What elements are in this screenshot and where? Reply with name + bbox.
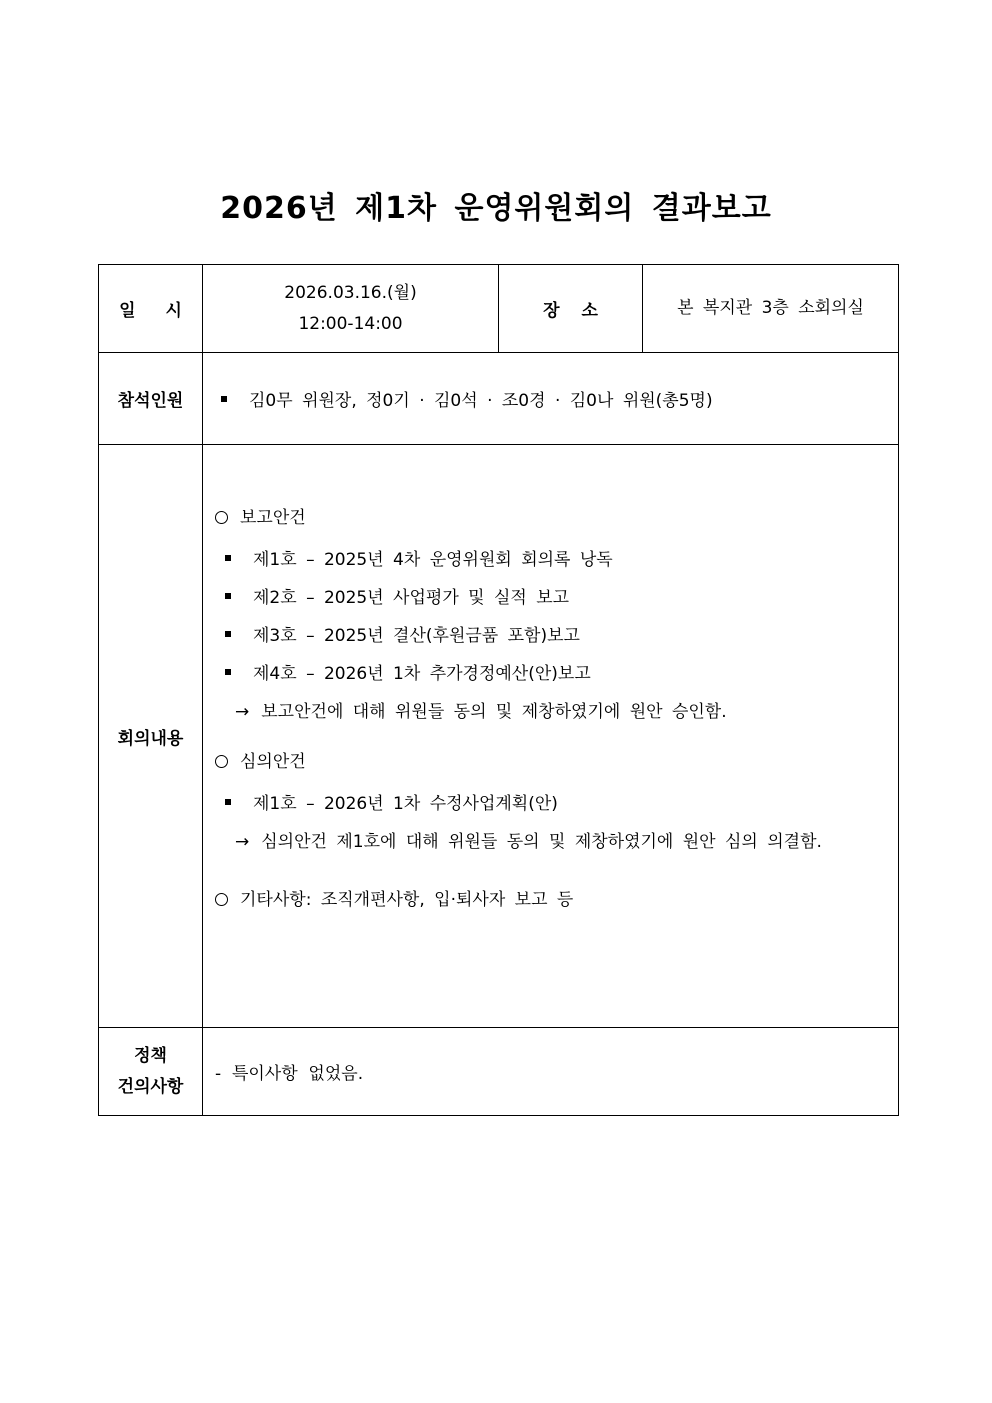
policy-row: [99, 1028, 899, 1116]
place-value-cell: [643, 265, 899, 353]
deliberation-item: [215, 785, 898, 823]
report-result-text: 보고안건에 대해 위원들 동의 및 제창하였기에 원안 승인함.: [261, 702, 727, 722]
circle-icon: [215, 893, 228, 906]
content-row: [99, 445, 899, 1028]
policy-label-cell: [99, 1028, 203, 1116]
report-item: [215, 655, 898, 693]
policy-label-line1: 정책: [134, 1045, 167, 1066]
arrow-right-icon: →: [235, 832, 250, 852]
square-bullet-icon: [225, 799, 231, 805]
other-section-heading-text: 기타사항: 조직개편사항, 입·퇴사자 보고 등: [240, 890, 574, 910]
report-item-text: 제2호 – 2025년 사업평가 및 실적 보고: [253, 588, 570, 608]
deliberation-result: [215, 823, 898, 861]
date-label-cell: [99, 265, 203, 353]
place-label-part-1: 장: [543, 301, 560, 321]
content-cell: [203, 445, 899, 1028]
attendees-value: 김0무 위원장, 정0기 · 김0석 · 조0경 · 김0나 위원(총5명): [249, 391, 713, 411]
report-item: [215, 617, 898, 655]
circle-icon: [215, 755, 228, 768]
content-label: 회의내용: [99, 445, 203, 1028]
page-title: 2026년 제1차 운영위원회의 결과보고: [220, 191, 772, 226]
report-item: [215, 541, 898, 579]
policy-value: - 특이사항 없었음.: [215, 1064, 364, 1084]
policy-value-cell: [203, 1028, 899, 1116]
square-bullet-icon: [225, 631, 231, 637]
arrow-right-icon: →: [235, 702, 250, 722]
date-value: 2026.03.16.(월): [284, 282, 417, 303]
date-label-part-1: 일: [119, 301, 136, 321]
square-bullet-icon: [225, 555, 231, 561]
report-result: [215, 693, 898, 731]
time-value: 12:00-14:00: [298, 313, 403, 334]
report-section-heading-text: 보고안건: [240, 508, 306, 528]
deliberation-result-text: 심의안건 제1호에 대해 위원들 동의 및 제창하였기에 원안 심의 의결함.: [261, 832, 822, 852]
report-item-text: 제4호 – 2026년 1차 추가경정예산(안)보고: [253, 664, 591, 684]
attendees-row: [99, 353, 899, 445]
info-row: [99, 265, 899, 353]
deliberation-section-heading-text: 심의안건: [240, 752, 306, 772]
deliberation-item-text: 제1호 – 2026년 1차 수정사업계획(안): [253, 794, 558, 814]
report-item-text: 제3호 – 2025년 결산(후원금품 포함)보고: [253, 626, 580, 646]
deliberation-section-heading: [215, 747, 898, 777]
report-item: [215, 579, 898, 617]
place-value: 본 복지관 3층 소회의실: [677, 298, 864, 318]
attendees-value-cell: [203, 353, 899, 445]
report-table: [98, 264, 899, 1116]
place-label-part-2: 소: [581, 301, 598, 321]
square-bullet-icon: [221, 396, 227, 402]
report-item-text: 제1호 – 2025년 4차 운영위원회 회의록 낭독: [253, 550, 613, 570]
square-bullet-icon: [225, 669, 231, 675]
policy-label-line2: 건의사항: [117, 1076, 184, 1097]
date-value-cell: [203, 265, 499, 353]
report-section-heading: [215, 503, 898, 533]
place-label-cell: [499, 265, 643, 353]
attendees-label: 참석인원: [99, 353, 203, 445]
square-bullet-icon: [225, 593, 231, 599]
other-section-heading: [215, 885, 898, 915]
date-label-part-2: 시: [165, 301, 182, 321]
circle-icon: [215, 511, 228, 524]
